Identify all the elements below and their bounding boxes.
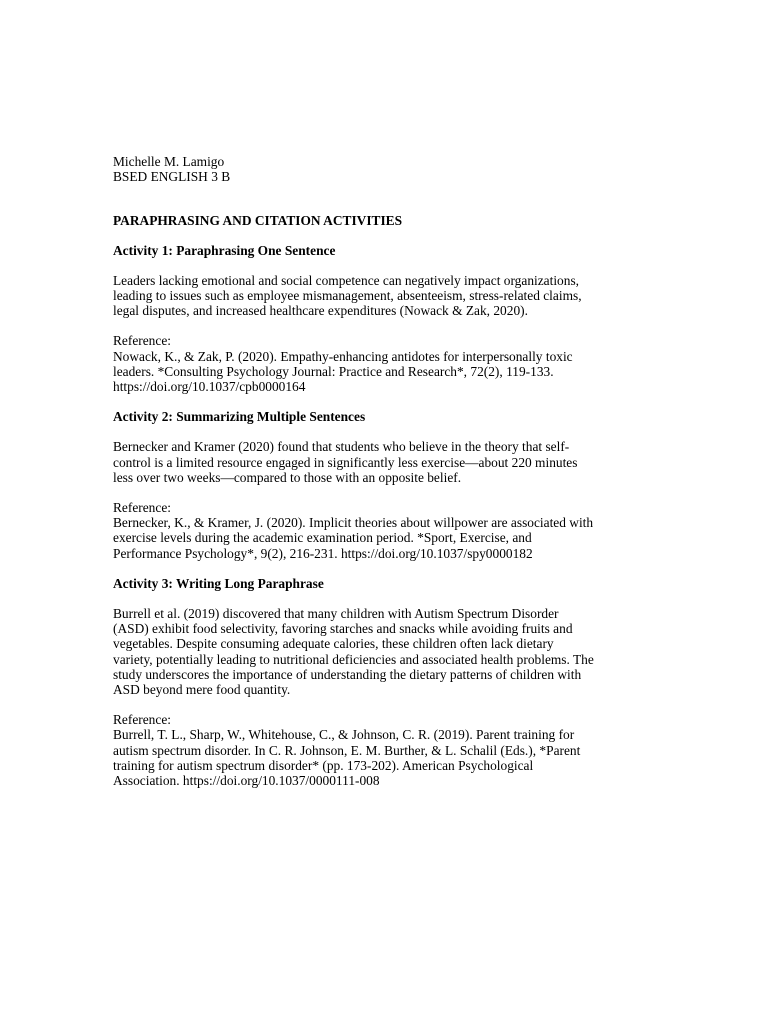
reference-label: Reference: [113,500,171,516]
reference-line: autism spectrum disorder. In C. R. Johnson, E. M. Burther, & L. Schalil (Eds.), *Parent [113,742,581,758]
reference-block [113,712,673,788]
body-line: variety, potentially leading to nutritional deficiencies and associated health problems. The [113,651,594,667]
reference-line: Performance Psychology*, 9(2), 216-231. https://doi.org/10.1037/spy0000182 [113,545,533,561]
body-line: legal disputes, and increased healthcare expenditures (Nowack & Zak, 2020). [113,303,528,319]
body-line: study underscores the importance of understanding the dietary patterns of children with [113,666,582,682]
activity-heading: Activity 3: Writing Long Paraphrase [113,575,324,591]
reference-line: training for autism spectrum disorder* (pp. 173-202). American Psychological [113,757,534,773]
reference-line: https://doi.org/10.1037/cpb0000164 [113,379,306,395]
body-line: (ASD) exhibit food selectivity, favoring starches and snacks while avoiding fruits and [113,621,573,637]
author-name: Michelle M. Lamigo [113,154,225,169]
reference-line: leaders. *Consulting Psychology Journal: Practice and Research*, 72(2), 119-133. [113,363,554,379]
body-line: vegetables. Despite consuming adequate calories, these children often lack dietary [113,636,554,652]
activity-heading: Activity 1: Paraphrasing One Sentence [113,242,336,258]
body-line: ASD beyond mere food quantity. [113,682,291,698]
course-section: BSED ENGLISH 3 B [113,169,231,185]
activity-body [113,273,673,319]
reference-block [113,333,673,394]
reference-block [113,500,673,561]
body-line: control is a limited resource engaged in significantly less exercise—about 220 minutes [113,454,578,470]
reference-label: Reference: [113,333,171,349]
body-line: Burrell et al. (2019) discovered that many children with Autism Spectrum Disorder [113,606,559,622]
body-line: leading to issues such as employee mismanagement, absenteeism, stress-related claims, [113,288,582,304]
reference-line: Nowack, K., & Zak, P. (2020). Empathy-enhancing antidotes for interpersonally toxic [113,348,573,364]
reference-line: Association. https://doi.org/10.1037/0000111-008 [113,773,380,789]
body-line: Leaders lacking emotional and social competence can negatively impact organizations, [113,272,580,288]
author-block [113,154,673,184]
activity-3 [113,576,673,788]
reference-line: Burrell, T. L., Sharp, W., Whitehouse, C., & Johnson, C. R. (2019). Parent training for [113,727,575,743]
reference-label: Reference: [113,712,171,728]
document-page [113,154,673,788]
body-line: less over two weeks—compared to those with an opposite belief. [113,469,462,485]
activity-2 [113,409,673,561]
reference-line: Bernecker, K., & Kramer, J. (2020). Implicit theories about willpower are associated with [113,515,594,531]
body-line: Bernecker and Kramer (2020) found that students who believe in the theory that self- [113,439,570,455]
reference-line: exercise levels during the academic examination period. *Sport, Exercise, and [113,530,532,546]
activity-heading: Activity 2: Summarizing Multiple Sentences [113,409,366,425]
activity-body [113,439,673,485]
document-title: PARAPHRASING AND CITATION ACTIVITIES [113,213,403,229]
activity-body [113,606,673,697]
activity-1 [113,243,673,395]
